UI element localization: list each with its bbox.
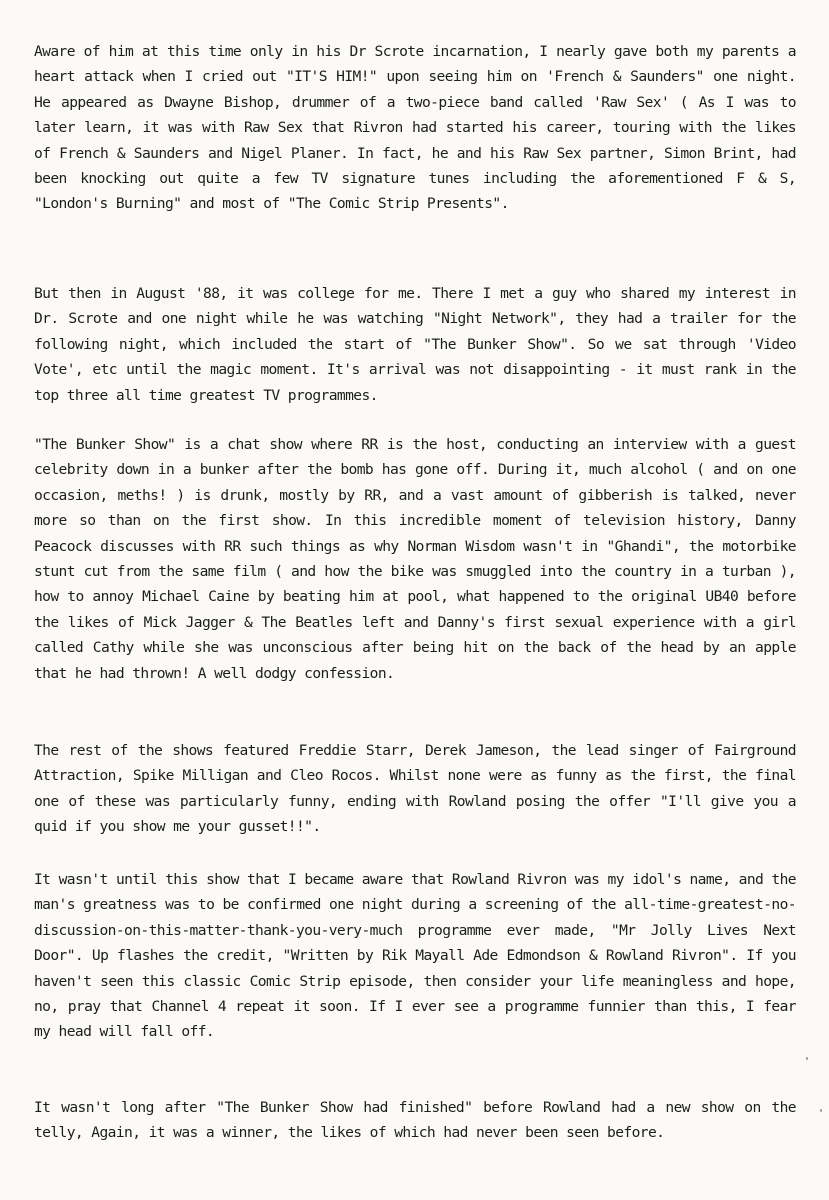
paragraph-mr-jolly: It wasn't until this show that I became aware that Rowland Rivron was my idol's name, and the man's greatness was to be confirmed one night during a screening of the all-time-greatest-no-discussion-on-this-matter-thank-you-very-much programme ever made, "Mr Jolly Lives Next Door". Up flashes the credit, "Written by Rik Mayall Ade Edmondson & Rowland Rivron". If you haven't seen this classic Comic Strip episode, then consider your life meaningless and hope, no, pray that Channel 4 repeat it soon. If I ever see a programme funnier than this, I fear my head will fall off. [34,871,796,1041]
paragraph-new-show: It wasn't long after "The Bunker Show had finished" before Rowland had a new show on the telly, Again, it was a winner, the likes of which had never been seen before. [34,1099,796,1142]
paragraph-college: But then in August '88, it was college for me. There I met a guy who shared my interest in Dr. Scrote and one night while he was watching "Night Network", they had a trailer for the following night, which included the start of "The Bunker Show". So we sat through 'Video Vote', etc until the magic moment. It's arrival was not disappointing - it must rank in the top three all time greatest TV programmes. [34,285,796,404]
paper-speck [820,1109,822,1112]
paragraph-dr-scrote: Aware of him at this time only in his Dr Scrote incarnation, I nearly gave both my parents a heart attack when I cried out "IT'S HIM!" upon seeing him on 'French & Saunders" one night. He appeared as Dwayne Bishop, drummer of a two-piece band called 'Raw Sex' ( As I was to later learn, it was with Raw Sex that Rivron had started his career, touring with the likes of French & Saunders and Nigel Planer. In fact, he and his Raw Sex partner, Simon Brint, had been knocking out quite a few TV signature tunes including the aforementioned F & S, "London's Burning" and most of "The Comic Strip Presents". [34,43,796,213]
paper-speck [806,1057,808,1060]
paragraph-bunker-show: "The Bunker Show" is a chat show where RR is the host, conducting an interview with a guest celebrity down in a bunker after the bomb has gone off. During it, much alcohol ( and on one occasion, meths! ) is drunk, mostly by RR, and a vast amount of gibberish is talked, never more so than on the first show. In this incredible moment of television history, Danny Peacock discusses with RR such things as why Norman Wisdom wasn't in "Ghandi", the motorbike stunt cut from the same film ( and how the bike was smuggled into the country in a turban ), how to annoy Michael Caine by beating him at pool, what happened to the original UB40 before the likes of Mick Jagger & The Beatles left and Danny's first sexual experience with a girl called Cathy while she was unconscious after being hit on the back of the head by an apple that he had thrown! A well dodgy confession. [34,436,796,682]
paragraph-rest-of-shows: The rest of the shows featured Freddie Starr, Derek Jameson, the lead singer of Fairground Attraction, Spike Milligan and Cleo Rocos. Whilst none were as funny as the first, the final one of these was particularly funny, ending with Rowland posing the offer "I'll give you a quid if you show me your gusset!!". [34,742,796,836]
